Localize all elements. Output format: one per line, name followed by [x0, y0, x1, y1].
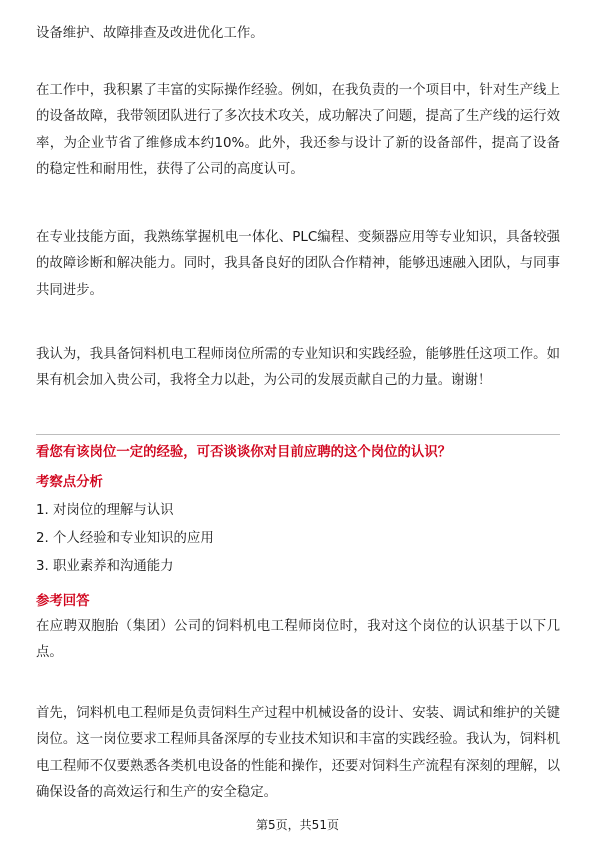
interview-question: 看您有该岗位一定的经验，可否谈谈你对目前应聘的这个岗位的认识？ — [36, 445, 452, 460]
analysis-item: 1. 对岗位的理解与认识 — [36, 503, 174, 518]
analysis-item: 3. 职业素养和沟通能力 — [36, 559, 174, 574]
analysis-title: 考察点分析 — [36, 475, 103, 490]
reference-paragraph: 在应聘双胞胎（集团）公司的饲料机电工程师岗位时，我对这个岗位的认识基于以下几点。 — [36, 619, 560, 661]
reference-title: 参考回答 — [36, 594, 90, 609]
top-line: 设备维护、故障排查及改进优化工作。 — [36, 26, 264, 41]
page-number: 第5页，共51页 — [256, 818, 339, 832]
skills-paragraph: 在专业技能方面，我熟练掌握机电一体化、PLC编程、变频器应用等专业知识，具备较强的故障诊断和解决能力。同时，我具备良好的团队合作精神，能够迅速融入团队，与同事共同进步。 — [36, 230, 560, 298]
section-divider — [36, 434, 560, 435]
experience-paragraph: 在工作中，我积累了丰富的实际操作经验。例如，在我负责的一个项目中，针对生产线上的设备故障，我带领团队进行了多次技术攻关，成功解决了问题，提高了生产线的运行效率，为企业节省了维修成本约10%。此外，我还参与设计了新的设备部件，提高了设备的稳定性和耐用性，获得了公司的高度认可。 — [36, 83, 560, 178]
reference-paragraph: 首先，饲料机电工程师是负责饲料生产过程中机械设备的设计、安装、调试和维护的关键岗位。这一岗位要求工程师具备深厚的专业技术知识和丰富的实践经验。我认为，饲料机电工程师不仅要熟悉各类机电设备的性能和操作，还要对饲料生产流程有深刻的理解，以确保设备的高效运行和生产的安全稳定。 — [36, 706, 560, 801]
analysis-item: 2. 个人经验和专业知识的应用 — [36, 531, 214, 546]
conclusion-paragraph: 我认为，我具备饲料机电工程师岗位所需的专业知识和实践经验，能够胜任这项工作。如果有机会加入贵公司，我将全力以赴，为公司的发展贡献自己的力量。谢谢！ — [36, 347, 560, 389]
